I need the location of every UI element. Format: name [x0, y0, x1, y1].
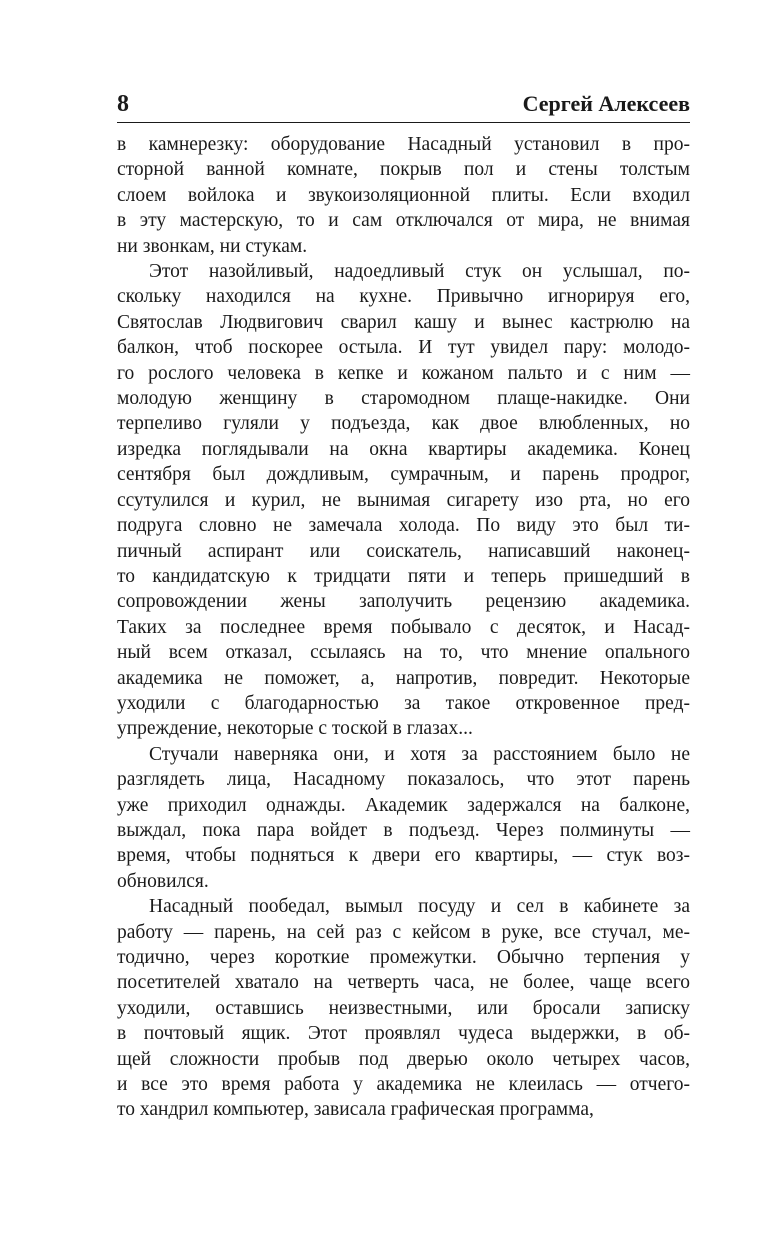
text-line: разглядеть лица, Насадному показалось, что этот парень — [117, 769, 690, 791]
text-line: Стучали наверняка они, и хотя за расстоянием было не — [149, 743, 690, 765]
text-line: сторной ванной комнате, покрыв пол и стены толстым — [117, 159, 690, 181]
text-line: балкон, чтоб поскорее остыла. И тут увидел пару: молодо- — [117, 337, 690, 359]
text-line: ный всем отказал, ссылаясь на то, что мнение опального — [117, 642, 690, 664]
text-line: уходили, оставшись неизвестными, или бросали записку — [117, 997, 690, 1019]
body-text — [117, 132, 690, 1123]
text-line: упреждение, некоторые с тоской в глазах... — [117, 718, 473, 740]
text-line: Этот назойливый, надоедливый стук он услышал, по- — [149, 261, 690, 283]
text-line: ни звонкам, ни стукам. — [117, 235, 308, 257]
page-header — [117, 92, 690, 123]
text-line: тодично, через короткие промежутки. Обычно терпения у — [117, 947, 690, 968]
text-line: в камнерезку: оборудование Насадный установил в про- — [117, 134, 690, 155]
text-line: Святослав Людвигович сварил кашу и вынес кастрюлю на — [117, 311, 690, 333]
text-line: и все это время работа у академика не клеилась — отчего- — [117, 1074, 690, 1096]
page-number: 8 — [117, 91, 129, 117]
text-line: уже приходил однажды. Академик задержался на балконе, — [117, 794, 690, 816]
text-line: Таких за последнее время побывало с десяток, и Насад- — [117, 616, 690, 638]
text-line: ссутулился и курил, не вынимая сигарету изо рта, но его — [117, 489, 690, 511]
text-line: скольку находился на кухне. Привычно игнорируя его, — [117, 286, 690, 308]
text-line: в почтовый ящик. Этот проявлял чудеса выдержки, в об- — [117, 1023, 690, 1045]
paragraph — [117, 259, 690, 742]
text-line: то кандидатскую к тридцати пяти и теперь пришедший в — [117, 565, 690, 587]
text-line: работу — парень, на сей раз с кейсом в руке, все стучал, ме- — [117, 921, 690, 943]
paragraph — [117, 742, 690, 894]
text-line: Насадный пообедал, вымыл посуду и сел в кабинете за — [149, 896, 690, 918]
paragraph — [117, 894, 690, 1123]
text-line: пичный аспирант или соискатель, написавший наконец- — [117, 540, 690, 562]
text-line: го рослого человека в кепке и кожаном пальто и с ним — — [117, 362, 690, 384]
text-line: сентября был дождливым, сумрачным, и парень продрог, — [117, 464, 690, 486]
text-line: подруга словно не замечала холода. По виду это был ти- — [117, 515, 690, 537]
text-line: то хандрил компьютер, зависала графическая программа, — [117, 1099, 594, 1121]
text-line: уходили с благодарностью за такое откровенное пред- — [117, 692, 690, 714]
text-line: сопровождении жены заполучить рецензию академика. — [117, 591, 690, 613]
text-line: время, чтобы подняться к двери его квартиры, — стук воз- — [117, 845, 690, 867]
text-line: слоем войлока и звукоизоляционной плиты. Если входил — [117, 184, 690, 206]
text-line: в эту мастерскую, то и сам отключался от мира, не внимая — [117, 210, 690, 232]
text-line: академика не поможет, а, напротив, повредит. Некоторые — [117, 667, 690, 689]
text-line: молодую женщину в старомодном плаще-накидке. Они — [117, 388, 690, 410]
paragraph — [117, 132, 690, 259]
text-line: изредка поглядывали на окна квартиры академика. Конец — [117, 438, 690, 460]
text-line: терпеливо гуляли у подъезда, как двое влюбленных, но — [117, 413, 690, 435]
book-page — [117, 92, 690, 1123]
text-line: выждал, пока пара войдет в подъезд. Через полминуты — — [117, 819, 690, 841]
text-line: посетителей хватало на четверть часа, не более, чаще всего — [117, 972, 690, 994]
text-line: щей сложности пробыв под дверью около четырех часов, — [117, 1048, 690, 1070]
running-head-author: Сергей Алексеев — [522, 91, 690, 116]
text-line: обновился. — [117, 870, 209, 892]
